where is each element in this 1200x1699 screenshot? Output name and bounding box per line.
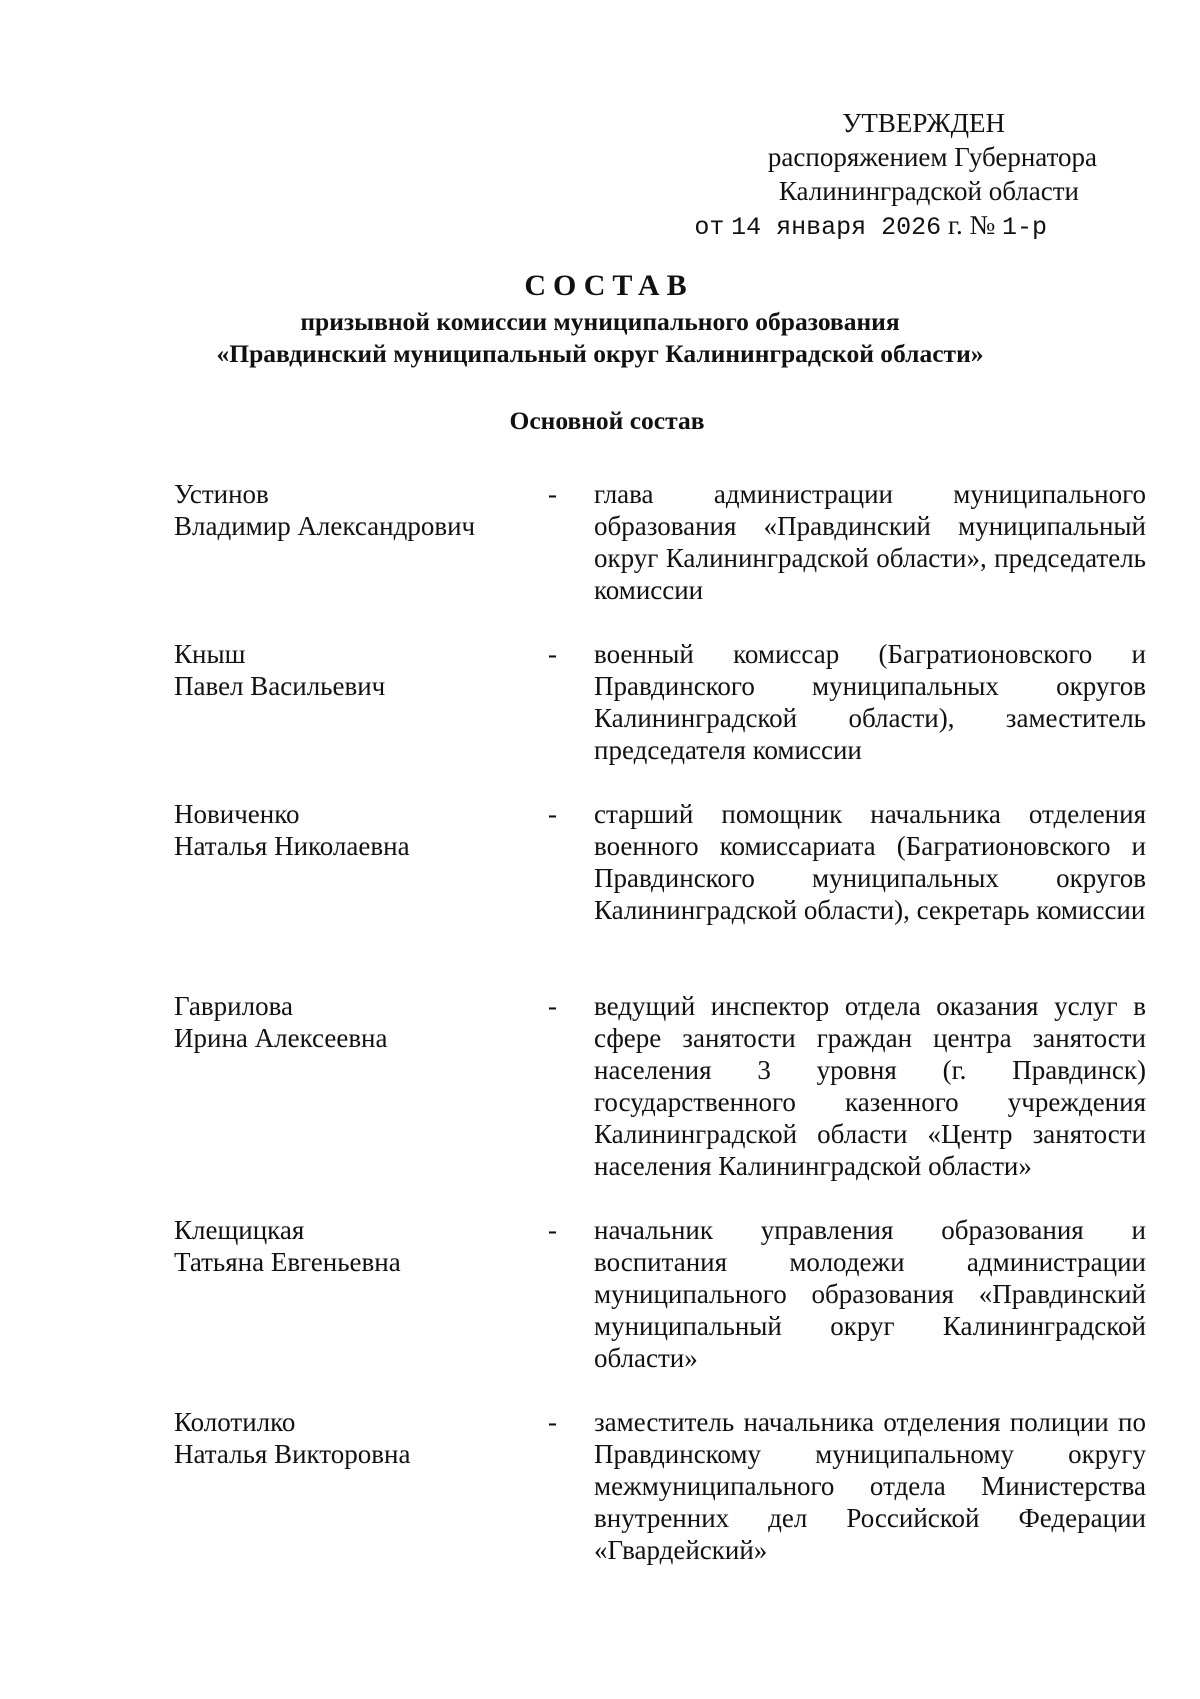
member-role: ведущий инспектор отдела оказания услуг в сфере занятости граждан центра занятости населения 3 уровня (г. Правдинск) государственного казенного учреждения Калининградской области «Центр занятости населения Калининградской области»: [594, 991, 1146, 1181]
member-name: [174, 798, 534, 862]
member-row: [174, 798, 1146, 990]
member-name: [174, 1406, 534, 1470]
member-role: начальник управления образования и воспитания молодежи администрации муниципального образования «Правдинский муниципальный округ Калининградской области»: [594, 1215, 1146, 1373]
member-surname: Колотилко: [174, 1407, 296, 1437]
member-name: [174, 1214, 534, 1278]
approval-number: 1-р: [1001, 213, 1047, 242]
member-surname: Устинов: [174, 479, 269, 509]
member-dash: -: [548, 479, 557, 509]
approval-by: распоряжением Губернатора: [767, 142, 1097, 172]
member-given-name: Владимир Александрович: [174, 511, 476, 541]
approval-date-line: [677, 208, 1097, 245]
document-heading: [0, 266, 1200, 370]
section-title: Основной состав: [509, 406, 705, 435]
approval-region: Калининградской области: [778, 176, 1079, 206]
member-given-name: Татьяна Евгеньевна: [174, 1247, 401, 1277]
approval-stamp: [677, 106, 1097, 245]
member-name: [174, 478, 534, 542]
member-row: [174, 1214, 1146, 1406]
member-row: [174, 478, 1146, 638]
member-name: [174, 990, 534, 1054]
member-dash: -: [548, 1407, 557, 1437]
member-dash: -: [548, 799, 557, 829]
member-surname: Новиченко: [174, 799, 300, 829]
member-role: старший помощник начальника отделения военного комиссариата (Багратионовского и Правдинского муниципальных округов Калининградской области), секретарь комиссии: [594, 799, 1146, 925]
member-role: заместитель начальника отделения полиции по Правдинскому муниципальному округу межмуниципального отдела Министерства внутренних дел Российской Федерации «Гвардейский»: [594, 1407, 1146, 1565]
heading-line-2: «Правдинский муниципальный округ Калининградской области»: [216, 339, 984, 368]
member-row: [174, 990, 1146, 1214]
member-surname: Клещицкая: [174, 1215, 305, 1245]
member-role: глава администрации муниципального образования «Правдинский муниципальный округ Калининградской области», председатель комиссии: [594, 479, 1146, 605]
approval-date-suffix: г. №: [947, 210, 996, 240]
member-dash: -: [548, 639, 557, 669]
member-surname: Гаврилова: [174, 991, 293, 1021]
member-dash: -: [548, 991, 557, 1021]
approval-title: УТВЕРЖДЕН: [842, 108, 1005, 138]
approval-date-prefix: от: [694, 213, 725, 242]
member-given-name: Ирина Алексеевна: [174, 1023, 388, 1053]
members-list: [174, 478, 1146, 1566]
heading-main: СОСТАВ: [524, 269, 694, 302]
member-given-name: Наталья Николаевна: [174, 831, 410, 861]
member-row: [174, 1406, 1146, 1566]
member-surname: Кныш: [174, 639, 246, 669]
member-given-name: Павел Васильевич: [174, 671, 386, 701]
member-dash: -: [548, 1215, 557, 1245]
member-name: [174, 638, 534, 702]
member-given-name: Наталья Викторовна: [174, 1439, 411, 1469]
member-role: военный комиссар (Багратионовского и Правдинского муниципальных округов Калининградской области), заместитель председателя комиссии: [594, 639, 1146, 765]
heading-line-1: призывной комиссии муниципального образования: [300, 307, 900, 336]
approval-date-value: 14 января 2026: [731, 213, 942, 242]
member-row: [174, 638, 1146, 798]
